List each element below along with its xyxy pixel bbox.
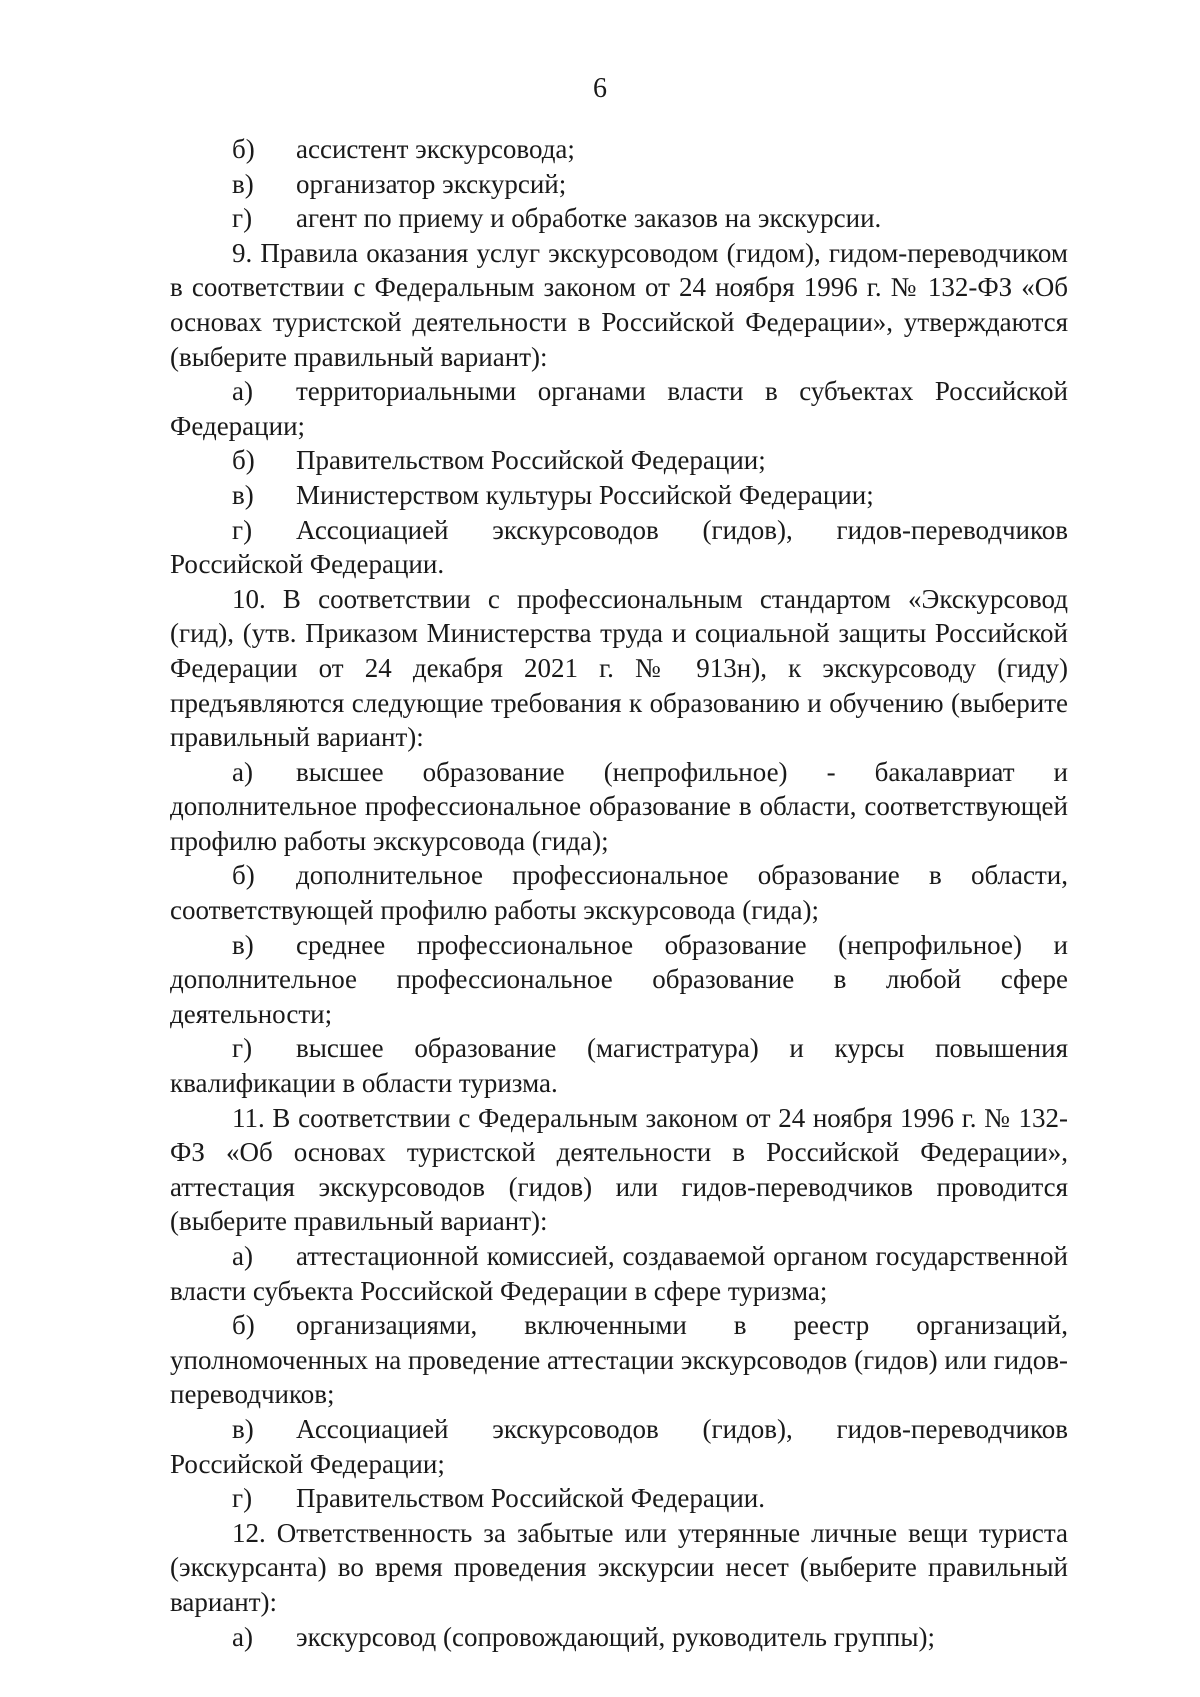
option-item (170, 1308, 1068, 1412)
option-item (170, 1481, 1068, 1516)
option-letter: в) (232, 168, 254, 199)
question-10: 10. В соответствии с профессиональным стандартом «Экскурсовод (гид), (утв. Приказом Министерства труда и социальной защиты Российской Федерации от 24 декабря 2021 г. № 913н), к экскурсоводу (гиду) предъявляются следующие требования к образованию и обучению (выберите правильный вариант): (170, 583, 1068, 753)
option-item (170, 478, 1068, 513)
option-text: Правительством Российской Федерации. (296, 1483, 765, 1514)
option-item (170, 1031, 1068, 1100)
option-letter: б) (232, 445, 255, 476)
option-text: агент по приему и обработке заказов на экскурсии. (296, 203, 882, 234)
option-text: высшее образование (магистратура) и курсы повышения квалификации в области туризма. (170, 1033, 1068, 1099)
question-11: 11. В соответствии с Федеральным законом от 24 ноября 1996 г. № 132-ФЗ «Об основах туристской деятельности в Российской Федерации», аттестация экскурсоводов (гидов) или гидов-переводчиков проводится (выберите правильный вариант): (170, 1102, 1068, 1237)
page-number: 6 (593, 73, 607, 104)
option-text: Ассоциацией экскурсоводов (гидов), гидов-переводчиков Российской Федерации; (170, 1413, 1068, 1479)
option-letter: в) (232, 1413, 254, 1444)
option-letter: г) (232, 1033, 253, 1064)
option-text: организатор экскурсий; (296, 168, 567, 199)
option-item (170, 1620, 1068, 1655)
option-letter: г) (232, 514, 253, 545)
option-letter: б) (232, 860, 255, 891)
option-item (170, 374, 1068, 443)
option-text: дополнительное профессиональное образование в области, соответствующей профилю работы экскурсовода (гида); (170, 860, 1068, 926)
page-content (170, 132, 1068, 1654)
option-item (170, 132, 1068, 167)
option-item (170, 513, 1068, 582)
option-item (170, 1412, 1068, 1481)
option-letter: г) (232, 1483, 253, 1514)
option-text: Правительством Российской Федерации; (296, 445, 766, 476)
option-text: аттестационной комиссией, создаваемой органом государственной власти субъекта Российской Федерации в сфере туризма; (170, 1241, 1068, 1306)
option-letter: б) (232, 1310, 255, 1341)
question-9: 9. Правила оказания услуг экскурсоводом (гидом), гидом-переводчиком в соответствии с Федеральным законом от 24 ноября 1996 г. № 132-ФЗ «Об основах туристской деятельности в Российской Федерации», утверждаются (выберите правильный вариант): (170, 237, 1068, 372)
option-text: ассистент экскурсовода; (296, 134, 575, 164)
option-text: территориальными органами власти в субъектах Российской Федерации; (170, 376, 1068, 441)
option-text: высшее образование (непрофильное) - бакалавриат и дополнительное профессиональное образование в области, соответствующей профилю работы экскурсовода (гида); (170, 756, 1068, 856)
option-letter: г) (232, 203, 253, 234)
option-letter: б) (232, 134, 255, 164)
option-text: Министерством культуры Российской Федерации; (296, 479, 874, 510)
option-item (170, 201, 1068, 236)
option-text: среднее профессиональное образование (непрофильное) и дополнительное профессиональное образование в любой сфере деятельности; (170, 929, 1068, 1029)
option-item (170, 755, 1068, 859)
option-item (170, 443, 1068, 478)
option-item (170, 1239, 1068, 1308)
option-item (170, 858, 1068, 927)
option-letter: а) (232, 1621, 253, 1652)
question-12: 12. Ответственность за забытые или утерянные личные вещи туриста (экскурсанта) во время проведения экскурсии несет (выберите правильный вариант): (170, 1517, 1068, 1617)
option-letter: а) (232, 376, 253, 407)
option-letter: а) (232, 756, 253, 787)
option-letter: в) (232, 929, 254, 960)
option-item (170, 167, 1068, 202)
option-text: экскурсовод (сопровождающий, руководитель группы); (296, 1621, 935, 1652)
option-letter: в) (232, 479, 254, 510)
option-text: Ассоциацией экскурсоводов (гидов), гидов-переводчиков Российской Федерации. (170, 514, 1068, 580)
option-letter: а) (232, 1241, 253, 1271)
option-item (170, 928, 1068, 1032)
option-text: организациями, включенными в реестр организаций, уполномоченных на проведение аттестации экскурсоводов (гидов) или гидов-переводчиков; (170, 1310, 1068, 1410)
